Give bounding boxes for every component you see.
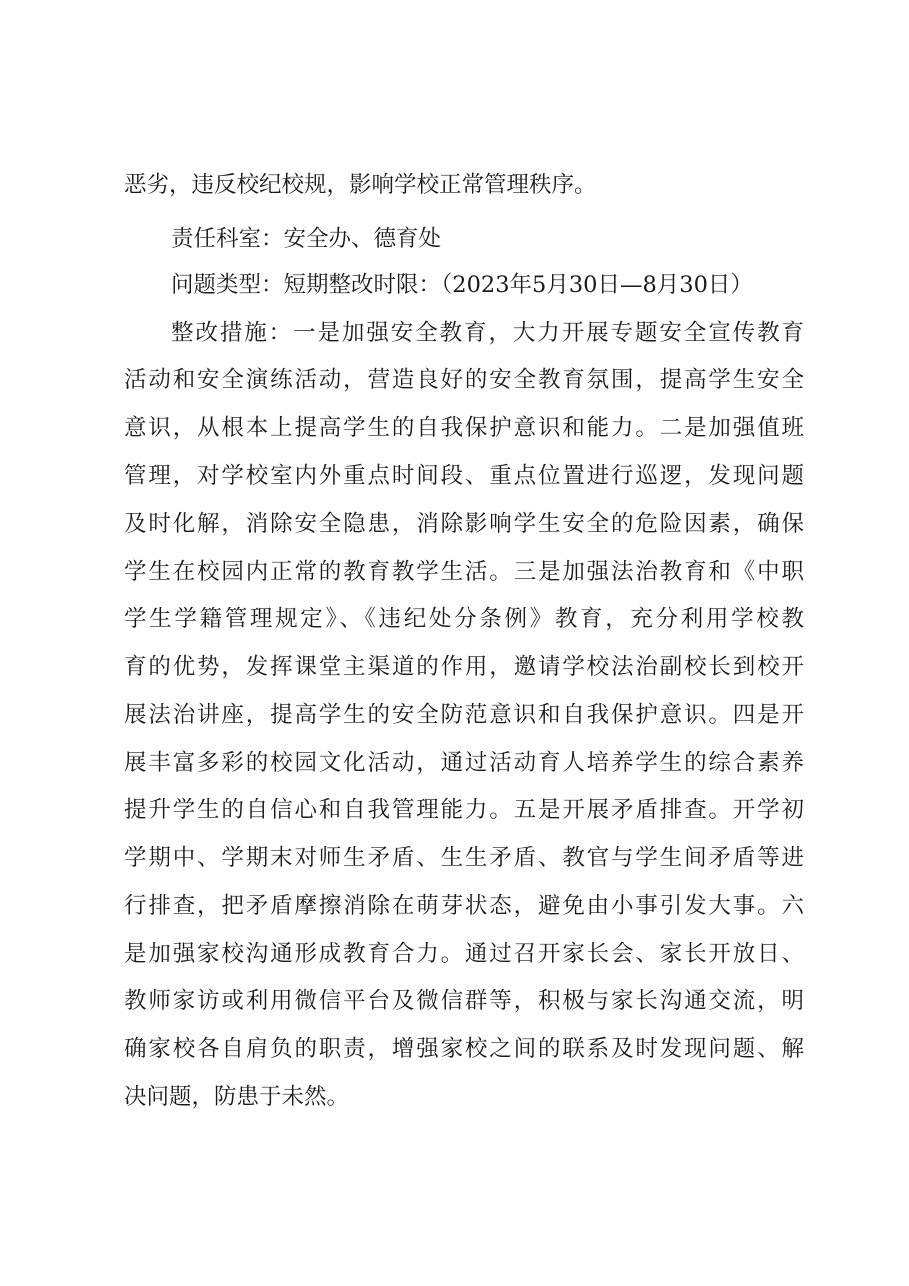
measures-line: 活动和安全演练活动，营造良好的安全教育氛围，提高学生安全 [124, 367, 804, 393]
measures-line: 确家校各自肩负的职责，增强家校之间的联系及时发现问题、解 [124, 1036, 804, 1062]
measures-line: 决问题，防患于未然。 [124, 1084, 350, 1110]
responsible-dept-line: 责任科室：安全办、德育处 [171, 226, 442, 252]
measures-line: 是加强家校沟通形成教育合力。通过召开家长会、家长开放日、 [124, 941, 804, 967]
measures-line: 学生在校园内正常的教育教学生活。三是加强法治教育和《中职 [124, 559, 804, 585]
measures-line: 意识，从根本上提高学生的自我保护意识和能力。二是加强值班 [124, 415, 804, 441]
continuation-line: 恶劣，违反校纪校规，影响学校正常管理秩序。 [124, 172, 597, 198]
measures-line: 学期中、学期末对师生矛盾、生生矛盾、教官与学生间矛盾等进 [124, 845, 804, 871]
measures-line: 管理，对学校室内外重点时间段、重点位置进行巡逻，发现问题 [124, 463, 804, 489]
measures-line: 展丰富多彩的校园文化活动，通过活动育人培养学生的综合素养 [124, 750, 804, 776]
measures-line: 育的优势，发挥课堂主渠道的作用，邀请学校法治副校长到校开 [124, 654, 804, 680]
measures-line: 展法治讲座，提高学生的安全防范意识和自我保护意识。四是开 [124, 702, 804, 728]
measures-line: 学生学籍管理规定》、《违纪处分条例》教育，充分利用学校教 [124, 606, 804, 632]
measures-line: 行排查，把矛盾摩擦消除在萌芽状态，避免由小事引发大事。六 [124, 893, 804, 919]
measures-line: 提升学生的自信心和自我管理能力。五是开展矛盾排查。开学初 [124, 797, 804, 823]
measures-line: 及时化解，消除安全隐患，消除影响学生安全的危险因素，确保 [124, 511, 804, 537]
measures-line: 教师家访或利用微信平台及微信群等，积极与家长沟通交流，明 [124, 988, 804, 1014]
issue-type-line: 问题类型：短期整改时限：（2023年5月30日—8月30日） [171, 272, 753, 298]
measures-line: 整改措施：一是加强安全教育，大力开展专题安全宣传教育 [171, 320, 804, 346]
